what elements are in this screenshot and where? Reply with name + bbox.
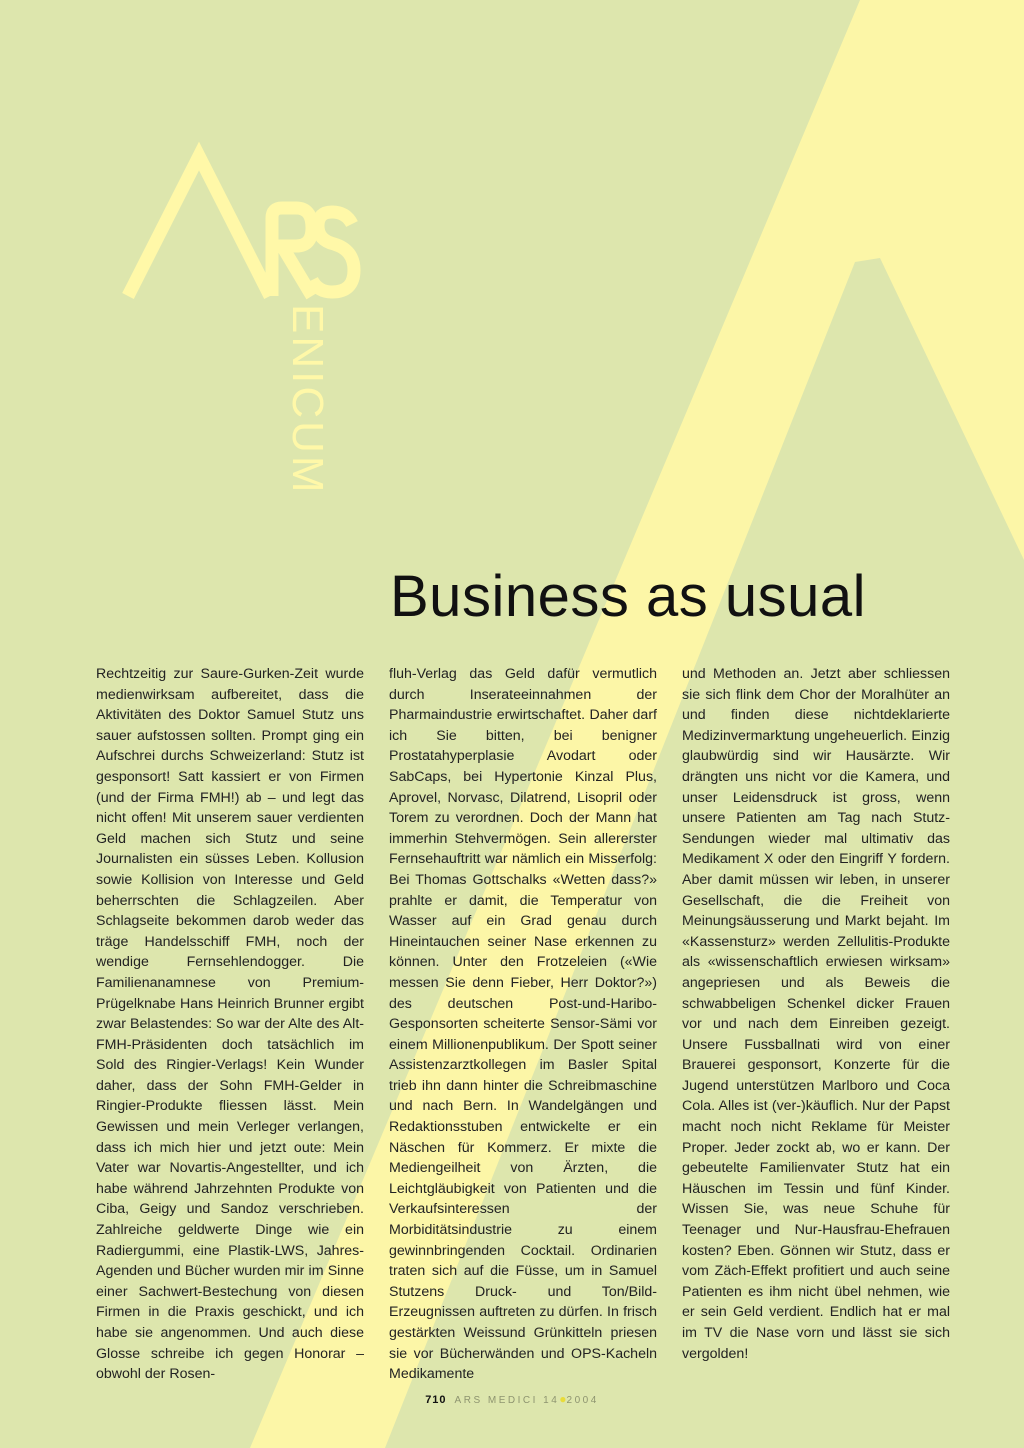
article-text-column-3: und Methoden an. Jetzt aber schliessen sie sich flink dem Chor der Moralhüter an und finden diese nichtdeklarierte Medizinvermarktung ungeheuerlich. Einzig glaubwürdig sind wir Hausärzte. Wir drängten uns nicht vor die Kamera, und unser Leidensdruck ist gross, wenn unsere Patienten am Tag nach Stutz-Sendungen wieder mal ultimativ das Medikament X oder den Eingriff Y fordern. Aber damit müssen wir leben, in unserer Gesellschaft, die die Freiheit von Meinungsäusserung und Markt bejaht. Im «Kassensturz» werden Zellulitis-Produkte als «wissenschaftlich erwiesen wirksam» angepriesen und als Beweis die schwabbeligen Schenkel dicker Frauen vor und nach dem Einreiben gezeigt. Unsere Fussballnati wird von einer Brauerei gesponsort, Konzerte für die Jugend unterstützen Marlboro und Coca Cola. Alles ist (ver-)käuflich. Nur der Papst macht noch nicht Reklame für Meister Proper. Jeder zockt ab, wo er kann. Der gebeutelte Familienvater Stutz hat ein Häuschen im Tessin und fünf Kinder. Wissen Sie, was neue Schuhe für Teenager und Nur-Hausfrau-Ehefrauen kosten? Eben. Gönnen wir Stutz, dass er vom Zäch-Effekt profitiert und auch seine Patienten es ihm nicht übel nehmen, wie er sein Geld verdient. Endlich hat er mal im TV die Nase vorn und lässt sie sich vergolden! — [682, 666, 950, 1362]
journal-name: ARS MEDICI 14 — [454, 1395, 560, 1406]
article-text-column-2: fluh-Verlag das Geld dafür vermutlich durch Inserateeinnahmen der Pharmaindustrie erwirtschaftet. Daher darf ich Sie bitten, bei benigner Prostatahyperplasie Avodart oder SabCaps, bei Hypertonie Kinzal Plus, Aprovel, Norvasc, Dilatrend, Lisopril oder Torem zu verordnen. Doch der Mann hat immerhin Stehvermögen. Sein allererster Fernsehauftritt war nämlich ein Misserfolg: Bei Thomas Gottschalks «Wetten dass?» prahlte er damit, die Temperatur von Wasser auf ein Grad genau durch Hineintauchen seiner Nase erkennen zu können. Unter den Frotzeleien («Wie messen Sie denn Fieber, Herr Doktor?») des deutschen Post-und-Haribo-Gesponsorten scheiterte Sensor-Sämi vor einem Millionenpublikum. Der Spott seiner Assistenzarztkollegen im Basler Spital trieb ihn dann hinter die Schreibmaschine und nach Bern. In Wandelgängen und Redaktionsstuben entwickelte er ein Näschen für Kommerz. Er mixte die Mediengeilheit von Ärzten, die Leichtgläubigkeit von Patienten und die Verkaufsinteressen der Morbiditätsindustrie zu einem gewinnbringenden Cocktail. Ordinarien traten sich auf die Füsse, um in Samuel Stutzens Druck- und Ton/Bild-Erzeugnissen auftreten zu dürfen. In frisch gestärkten Weissund Grünkitteln priesen sie vor Bücherwänden und OPS-Kacheln Medikamente — [389, 666, 657, 1383]
article-column-1 — [96, 664, 364, 1385]
logo-senicum-vertical — [282, 300, 362, 556]
article-title: Business as usual — [390, 564, 866, 629]
article-column-3 — [682, 664, 950, 1364]
article-text-column-1: Rechtzeitig zur Saure-Gurken-Zeit wurde medienwirksam aufbereitet, dass die Aktivitäten des Doktor Samuel Stutz uns sauer aufstossen sollten. Prompt ging ein Aufschrei durchs Schweizerland: Stutz ist gesponsort! Satt kassiert er von Firmen (und der Firma FMH!) ab – und legt das nicht offen! Mit unserem sauer verdienten Geld machen sich Stutz und seine Journalisten ein süsses Leben. Kollusion sowie Kollision von Interesse und Geld beherrschten die Schlagzeilen. Aber Schlagseite bekommen darob weder das träge Handelsschiff FMH, noch der wendige Fernsehlendogger. Die Familienanamnese von Premium-Prügelknabe Hans Heinrich Brunner ergibt zwar Belastendes: So war der Alte des Alt-FMH-Präsidenten doch tatsächlich im Sold des Ringier-Verlags! Kein Wunder daher, dass der Sohn FMH-Gelder in Ringier-Produkte fliessen lässt. Mein Gewissen und mein Verleger verlangen, dass ich mich hier und jetzt oute: Mein Vater war Novartis-Angestellter, und ich habe während Jahrzehnten Produkte von Ciba, Geigy und Sandoz verschrieben. Zahlreiche geldwerte Dinge wie ein Radiergummi, eine Plastik-LWS, Jahres-Agenden und Bücher wurden mir im Sinne einer Sachwert-Bestechung von diesen Firmen in die Praxis geschickt, und ich habe sie angenommen. Und auch diese Glosse schreibe ich gegen Honorar – obwohl der Rosen- — [96, 666, 364, 1383]
logo-ars — [122, 146, 362, 306]
separator-dot: ● — [559, 1392, 567, 1406]
page-footer — [0, 1392, 1024, 1406]
article-column-2 — [389, 664, 657, 1385]
page-number: 710 — [425, 1394, 447, 1406]
svg-text:ENICUM: ENICUM — [282, 304, 332, 496]
publication-year: 2004 — [566, 1395, 599, 1406]
